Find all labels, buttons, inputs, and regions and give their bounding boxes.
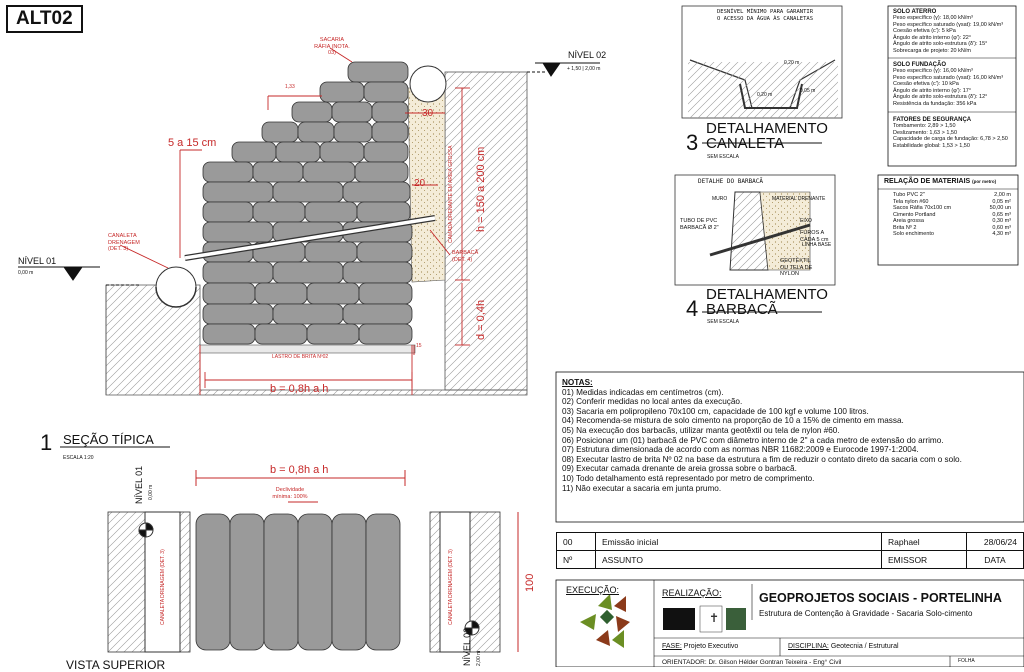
- declividade-label: Declividade mínima: 100%: [272, 487, 308, 500]
- materiais-title: RELAÇÃO DE MATERIAIS (por metro): [884, 178, 997, 185]
- camada-label: CAMADA DRENANTE EM AREIA GROSSA: [448, 145, 454, 243]
- vista-title: VISTA SUPERIOR: [66, 658, 166, 672]
- vista-nivel01: NÍVEL 01: [134, 465, 144, 504]
- project-subtitle: Estrutura de Contenção à Gravidade - Sacaria Solo-cimento: [759, 609, 973, 618]
- barbaca-label: BARBACÃ (DET. 4): [452, 250, 479, 263]
- vista-canaleta-right: CANALETA DRENAGEM (DET. 3): [448, 549, 454, 625]
- detail3-title: DETALHAMENTO CANALETA: [706, 120, 828, 152]
- detail4-scale: SEM ESCALA: [707, 319, 739, 325]
- detail3-number: 3: [686, 130, 699, 155]
- barbaca-material: MATERIAL DRENANTE: [772, 196, 826, 202]
- detail3-scale: SEM ESCALA: [707, 154, 739, 160]
- material-row: Solo enchimento 4,30 m³: [893, 231, 1011, 237]
- note-item: 07) Estrutura dimensionada de acordo com as normas NBR 11682:2009 e Eurocode 1997-1:2004.: [562, 445, 919, 455]
- level-marker-01: [18, 267, 140, 285]
- disciplina-line: DISCIPLINA: Geotecnia / Estrutural: [788, 643, 899, 650]
- aterro-line: Ângulo de atrito solo-estrutura (δ'): 15°: [893, 41, 988, 47]
- folha-label: FOLHA: [958, 658, 975, 664]
- aterro-line: Peso específico saturado (γsat): 19,00 kN/m³: [893, 21, 1004, 28]
- execucao-logo: [580, 594, 630, 648]
- sandbag-rows: [203, 62, 412, 344]
- execucao-label: EXECUÇÃO:: [566, 585, 620, 595]
- dim-20: 20: [414, 178, 426, 189]
- nivel02-value: + 1,50 | 2,00 m: [567, 66, 601, 72]
- detail4-title: DETALHAMENTO BARBACÃ: [706, 286, 828, 318]
- notes-block: NOTAS: 01) Medidas indicadas em centímetros (cm). 02) Conferir medidas no local antes da execução. 03) Sacaria em polipropileno 70x100 cm, capacidade de 100 kgf e volume 100 litros. 04) Recomenda-se mistura de solo cimento na proporção de 10 a 15% de cimento em massa. 05) Na execução dos barbacãs, utilizar manta geotêxtil ou tela de nylon #60. 06) Posicionar um (01) barbacã de PVC com diâmetro interno de 2" a cada metro de extensão do arrimo. 07) Estrutura dimensionada de acordo com as normas NBR 11682:2009 e Eurocode 1997-1:2004. 08) Executar lastro de brita Nº 02 na base da estrutura a fim de reduzir o contato direto da sacaria com o solo. 09) Executar camada drenante de areia grossa sobre o barbacã. 10) Todo detalhamento está representado por metro de comprimento. 11) Não executar a sacaria em junta prumo.: [562, 378, 962, 493]
- fator-line: Deslizamento: 1,63 > 1,50: [893, 129, 958, 136]
- canaleta-drain-right: [410, 66, 446, 102]
- revision-header: Nº ASSUNTO EMISSOR DATA: [557, 551, 1024, 569]
- depth-label: d = 0,4h: [475, 299, 487, 340]
- canaleta-dim3: 0,05 m: [800, 88, 816, 94]
- offset-label: 5 a 15 cm: [168, 137, 217, 149]
- aterro-line: Peso específico (γ): 18,00 kN/m³: [893, 15, 973, 21]
- nivel02-label: NÍVEL 02: [568, 50, 607, 60]
- vista-superior-drawing: [108, 470, 518, 652]
- barbaca-tubo: TUBO DE PVC BARBACÃ Ø 2": [680, 218, 719, 231]
- vista-sandbags: [196, 514, 400, 650]
- fase-line: FASE: Projeto Executivo: [662, 643, 739, 650]
- note-item: 04) Recomenda-se mistura de solo cimento na proporção de 10 a 15% de cimento em massa.: [562, 416, 904, 426]
- barbaca-header: DETALHE DO BARBACÃ: [698, 178, 764, 185]
- revision-row: 00 Emissão inicial Raphael 28/06/24: [557, 533, 1024, 551]
- note-item: 01) Medidas indicadas em centímetros (cm).: [562, 387, 724, 397]
- realizacao-logos: [663, 606, 746, 632]
- material-row: Brita Nº 2 0,60 m³: [893, 224, 1011, 231]
- realizacao-label: REALIZAÇÃO:: [662, 588, 722, 598]
- base-label: b = 0,8h a h: [270, 383, 329, 395]
- sheet-tag: ALT02: [6, 5, 83, 33]
- note-item: 02) Conferir medidas no local antes da execução.: [562, 397, 743, 407]
- vista-dim-100: 100: [524, 573, 536, 592]
- material-row: Sacos Ráfia 70x100 cm 50,00 un: [893, 205, 1011, 211]
- section-scale: ESCALA 1:20: [63, 455, 94, 461]
- aterro-line: Coesão efetiva (c'): 5 kPa: [893, 28, 956, 34]
- sandbag-wall: [203, 62, 412, 344]
- material-row: Areia grossa 0,30 m³: [893, 218, 1011, 224]
- fundacao-line: Resistência da fundação: 356 kPa: [893, 100, 977, 107]
- note-item: 09) Executar camada drenante de areia grossa sobre o barbacã.: [562, 464, 797, 474]
- canaleta-label: CANALETA DRENAGEM (DET. 3): [108, 233, 140, 252]
- fundacao-line: Coesão efetiva (c'): 10 kPa: [893, 81, 959, 87]
- fundacao-line: Ângulo de atrito interno (φ'): 17°: [893, 87, 972, 94]
- material-row: Tela nylon #60 0,05 m²: [893, 198, 1011, 205]
- sacaria-label: SACARIA RÁFIA (NOTA. 03): [314, 37, 350, 56]
- dim-30: 30: [422, 108, 434, 119]
- barbaca-geotextil: GEOTÊXTIL OU TELA DE NYLON: [780, 258, 813, 277]
- section-number: 1: [40, 430, 53, 455]
- vista-nivel02-value: 2,00 m: [476, 650, 482, 666]
- canaleta-dim2: 0,20 m: [784, 60, 800, 66]
- material-row: Tubo PVC 2" 2,00 m: [893, 192, 1011, 198]
- note-item: 11) Não executar a sacaria em junta prumo.: [562, 483, 722, 493]
- dim-15: 15: [416, 343, 422, 349]
- vista-nivel01-value: 0,00 m: [148, 484, 154, 500]
- materiais-list: [893, 192, 1011, 238]
- svg-text:✝: ✝: [709, 611, 720, 625]
- solo-aterro-block: SOLO ATERRO Peso específico (γ): 18,00 kN/m³ Peso específico saturado (γsat): 19,00 kN/m³ Coesão efetiva (c'): 5 kPa Ângulo de atrito interno (φ'): 22° Ângulo de atrito solo-estrutura (δ'): 15° Sobrecarga de projeto: 20 kN/m: [893, 9, 1015, 54]
- fator-line: Tombamento: 2,89 > 1,50: [893, 123, 956, 129]
- vista-nivel02: NÍVEL 02: [462, 627, 472, 666]
- fatores-block: FATORES DE SEGURANÇA Tombamento: 2,89 > 1,50 Deslizamento: 1,63 > 1,50 Capacidade de carga de fundação: 6,78 > 2,50 Estabilidade global: 1,53 > 1,50: [893, 117, 1015, 149]
- note-item: 08) Executar lastro de brita Nº 02 na base da estrutura a fim de reduzir o contato direto da sacaria com o solo.: [562, 454, 962, 464]
- height-label: h = 150 a 200 cm: [475, 146, 487, 232]
- canaleta-dim1: 0,20 m: [757, 92, 773, 98]
- barbaca-furos: FUROS A CADA 5 cm: [800, 230, 829, 243]
- revision-table: [556, 532, 1024, 569]
- note-item: 06) Posicionar um (01) barbacã de PVC com diâmetro interno de 2" a cada metro de extensão do arrimo.: [562, 435, 944, 445]
- barbaca-eixo: EIXO: [800, 218, 812, 224]
- fundacao-line: Peso específico saturado (γsat): 16,00 kN/m³: [893, 74, 1004, 81]
- vista-base-label: b = 0,8h a h: [270, 464, 329, 476]
- note-item: 05) Na execução dos barbacãs, utilizar manta geotêxtil ou tela de nylon #60.: [562, 425, 840, 435]
- detail4-number: 4: [686, 296, 699, 321]
- vista-canaleta-left: CANALETA DRENAGEM (DET. 3): [160, 549, 166, 625]
- slope-label: 1,33: [285, 84, 295, 90]
- fator-line: Estabilidade global: 1,53 > 1,50: [893, 142, 970, 149]
- note-item: 03) Sacaria em polipropileno 70x100 cm, capacidade de 100 kgf e volume 100 litros.: [562, 406, 869, 416]
- lastro-label: LASTRO DE BRITA Nº02: [272, 354, 329, 360]
- gravel-base: [200, 345, 415, 353]
- note-item: 10) Todo detalhamento está representado por metro de comprimento.: [562, 473, 815, 483]
- fator-line: Capacidade de carga de fundação: 6,78 > 2,50: [893, 136, 1008, 142]
- fundacao-line: Peso específico (γ): 16,00 kN/m³: [893, 68, 973, 74]
- project-title: GEOPROJETOS SOCIAIS - PORTELINHA: [759, 591, 1002, 605]
- canaleta-note: DESNÍVEL MÍNIMO PARA GARANTIR O ACESSO DA ÁGUA ÀS CANALETAS: [716, 9, 814, 22]
- fundacao-line: Ângulo de atrito solo-estrutura (δ'): 12°: [893, 94, 988, 100]
- nivel01-value: 0,00 m: [18, 270, 34, 276]
- barbaca-muro: MURO: [712, 196, 728, 202]
- aterro-line: Sobrecarga de projeto: 20 kN/m: [893, 47, 971, 54]
- barbaca-linha: LINHA BASE: [802, 242, 832, 248]
- material-row: Cimento Portland 0,65 m³: [893, 211, 1011, 218]
- aterro-line: Ângulo de atrito interno (φ'): 22°: [893, 34, 972, 41]
- orientador-line: ORIENTADOR: Dr. Gilson Hélder Gontran Teixeira - Eng° Civil: [662, 659, 842, 666]
- nivel01-label: NÍVEL 01: [18, 256, 57, 266]
- solo-fundacao-block: SOLO FUNDAÇÃO Peso específico (γ): 16,00 kN/m³ Peso específico saturado (γsat): 16,00 kN/m³ Coesão efetiva (c'): 10 kPa Ângulo de atrito interno (φ'): 17° Ângulo de atrito solo-estrutura (δ'): 12° Resistência da fundação: 356 kPa: [893, 62, 1015, 107]
- section-title: SEÇÃO TÍPICA: [63, 432, 154, 447]
